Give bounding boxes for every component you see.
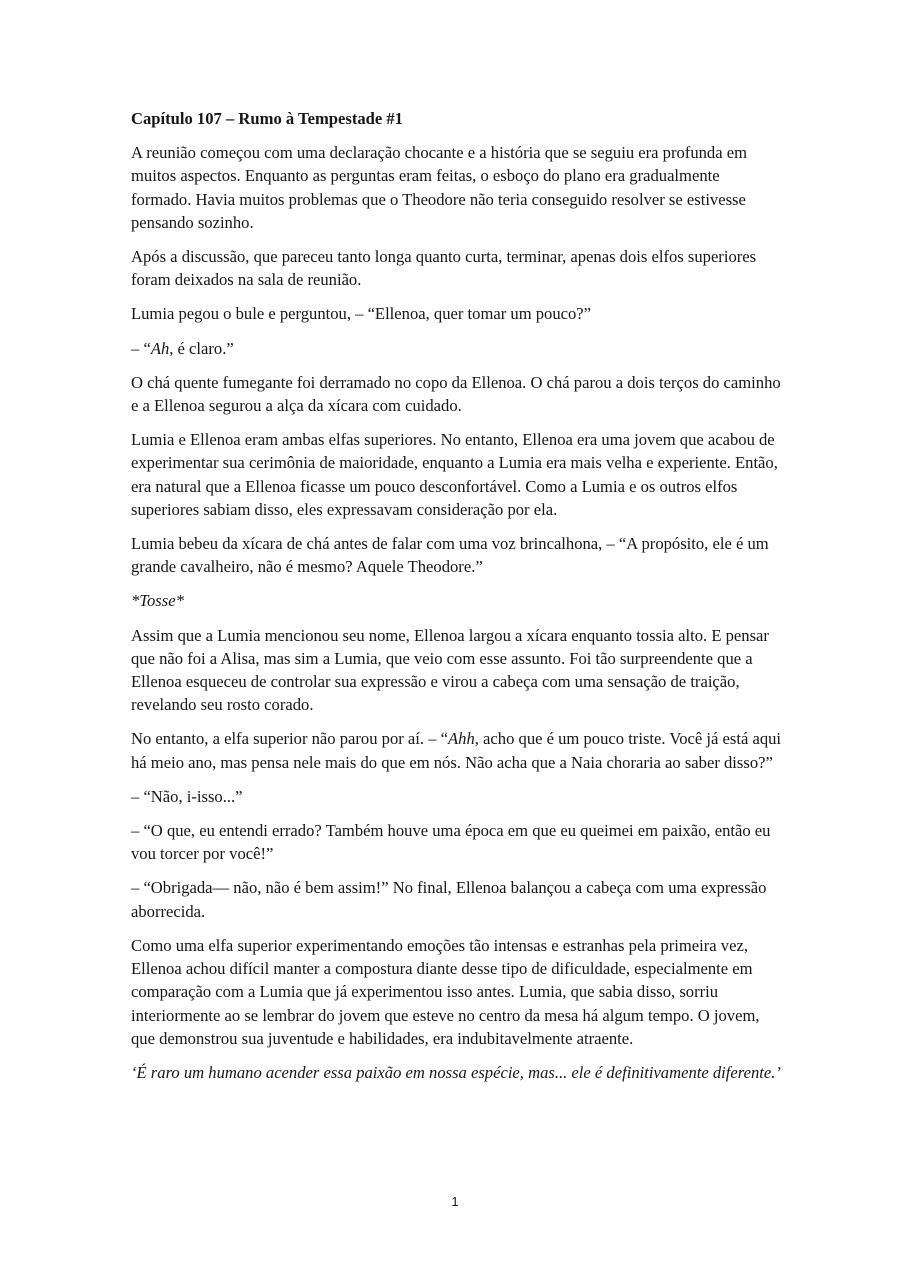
paragraph xyxy=(131,727,782,773)
italic-text: Ah xyxy=(150,338,170,358)
paragraph-text: – “Obrigada— não, não é bem assim!” No final, Ellenoa balançou a cabeça com uma expressão aborrecida. xyxy=(131,878,767,921)
paragraph xyxy=(131,589,782,612)
paragraph xyxy=(131,245,782,291)
page-number: 1 xyxy=(451,1194,459,1209)
paragraph-text: Lumia e Ellenoa eram ambas elfas superiores. No entanto, Ellenoa era uma jovem que acabou de experimentar sua cerimônia de maioridade, enquanto a Lumia era mais velha e experiente. Então, era natural que a Ellenoa ficasse um pouco desconfortável. Como a Lumia e os outros elfos superiores sabiam disso, eles expressavam consideração por ela. xyxy=(131,430,778,519)
paragraph-text: – “Não, i-isso...” xyxy=(131,786,243,806)
paragraph-text: Como uma elfa superior experimentando emoções tão intensas e estranhas pela primeira vez, Ellenoa achou difícil manter a compostura diante desse tipo de dificuldade, especialmente em comparação com a Lumia que já experimentou isso antes. Lumia, que sabia disso, sorriu interiormente ao se lembrar do jovem que esteve no centro da mesa há algum tempo. O jovem, que demonstrou sua juventude e habilidades, era indubitavelmente atraente. xyxy=(131,935,760,1048)
italic-text: ‘É raro um humano acender essa paixão em nossa espécie, mas... ele é definitivamente diferente.’ xyxy=(131,1062,781,1082)
paragraph-text: Após a discussão, que pareceu tanto longa quanto curta, terminar, apenas dois elfos superiores foram deixados na sala de reunião. xyxy=(131,247,757,290)
paragraph-text: , é claro.” xyxy=(169,338,234,358)
paragraph xyxy=(131,532,782,578)
paragraph xyxy=(131,371,782,417)
paragraph xyxy=(131,876,782,922)
paragraph-text: Lumia bebeu da xícara de chá antes de falar com uma voz brincalhona, – “A propósito, ele é um grande cavalheiro, não é mesmo? Aquele Theodore.” xyxy=(131,534,769,577)
paragraph xyxy=(131,624,782,717)
paragraph-text: A reunião começou com uma declaração chocante e a história que se seguiu era profunda em muitos aspectos. Enquanto as perguntas eram feitas, o esboço do plano era gradualmente formado. Havia muitos problemas que o Theodore não teria conseguido resolver se estivesse pensando sozinho. xyxy=(131,143,748,232)
paragraph-text: No entanto, a elfa superior não parou por aí. – “ xyxy=(131,729,449,749)
italic-text: Ahh xyxy=(448,729,475,749)
paragraph-text: – “O que, eu entendi errado? Também houve uma época em que eu queimei em paixão, então eu vou torcer por você!” xyxy=(131,821,771,864)
paragraph xyxy=(131,1061,782,1084)
paragraph xyxy=(131,934,782,1050)
italic-text: *Tosse* xyxy=(131,591,184,611)
chapter-body xyxy=(131,141,782,1084)
paragraph xyxy=(131,141,782,234)
paragraph-text: , acho que é um pouco triste. Você já está aqui há meio ano, mas pensa nele mais do que em nós. Não acha que a Naia choraria ao saber disso?” xyxy=(131,729,782,772)
paragraph-text: Assim que a Lumia mencionou seu nome, Ellenoa largou a xícara enquanto tossia alto. E pensar que não foi a Alisa, mas sim a Lumia, que veio com esse assunto. Foi tão surpreendente que a Ellenoa esqueceu de controlar sua expressão e virou a cabeça com uma sensação de traição, revelando seu rosto corado. xyxy=(131,625,769,715)
paragraph xyxy=(131,302,782,325)
chapter-title: Capítulo 107 – Rumo à Tempestade #1 xyxy=(131,109,403,128)
paragraph xyxy=(131,819,782,865)
paragraph-text: O chá quente fumegante foi derramado no copo da Ellenoa. O chá parou a dois terços do caminho e a Ellenoa segurou a alça da xícara com cuidado. xyxy=(131,372,781,416)
paragraph xyxy=(131,337,782,360)
paragraph xyxy=(131,785,782,808)
paragraph-text: – “ xyxy=(131,338,151,358)
paragraph-text: Lumia pegou o bule e perguntou, – “Ellenoa, quer tomar um pouco?” xyxy=(131,304,592,324)
paragraph xyxy=(131,428,782,521)
